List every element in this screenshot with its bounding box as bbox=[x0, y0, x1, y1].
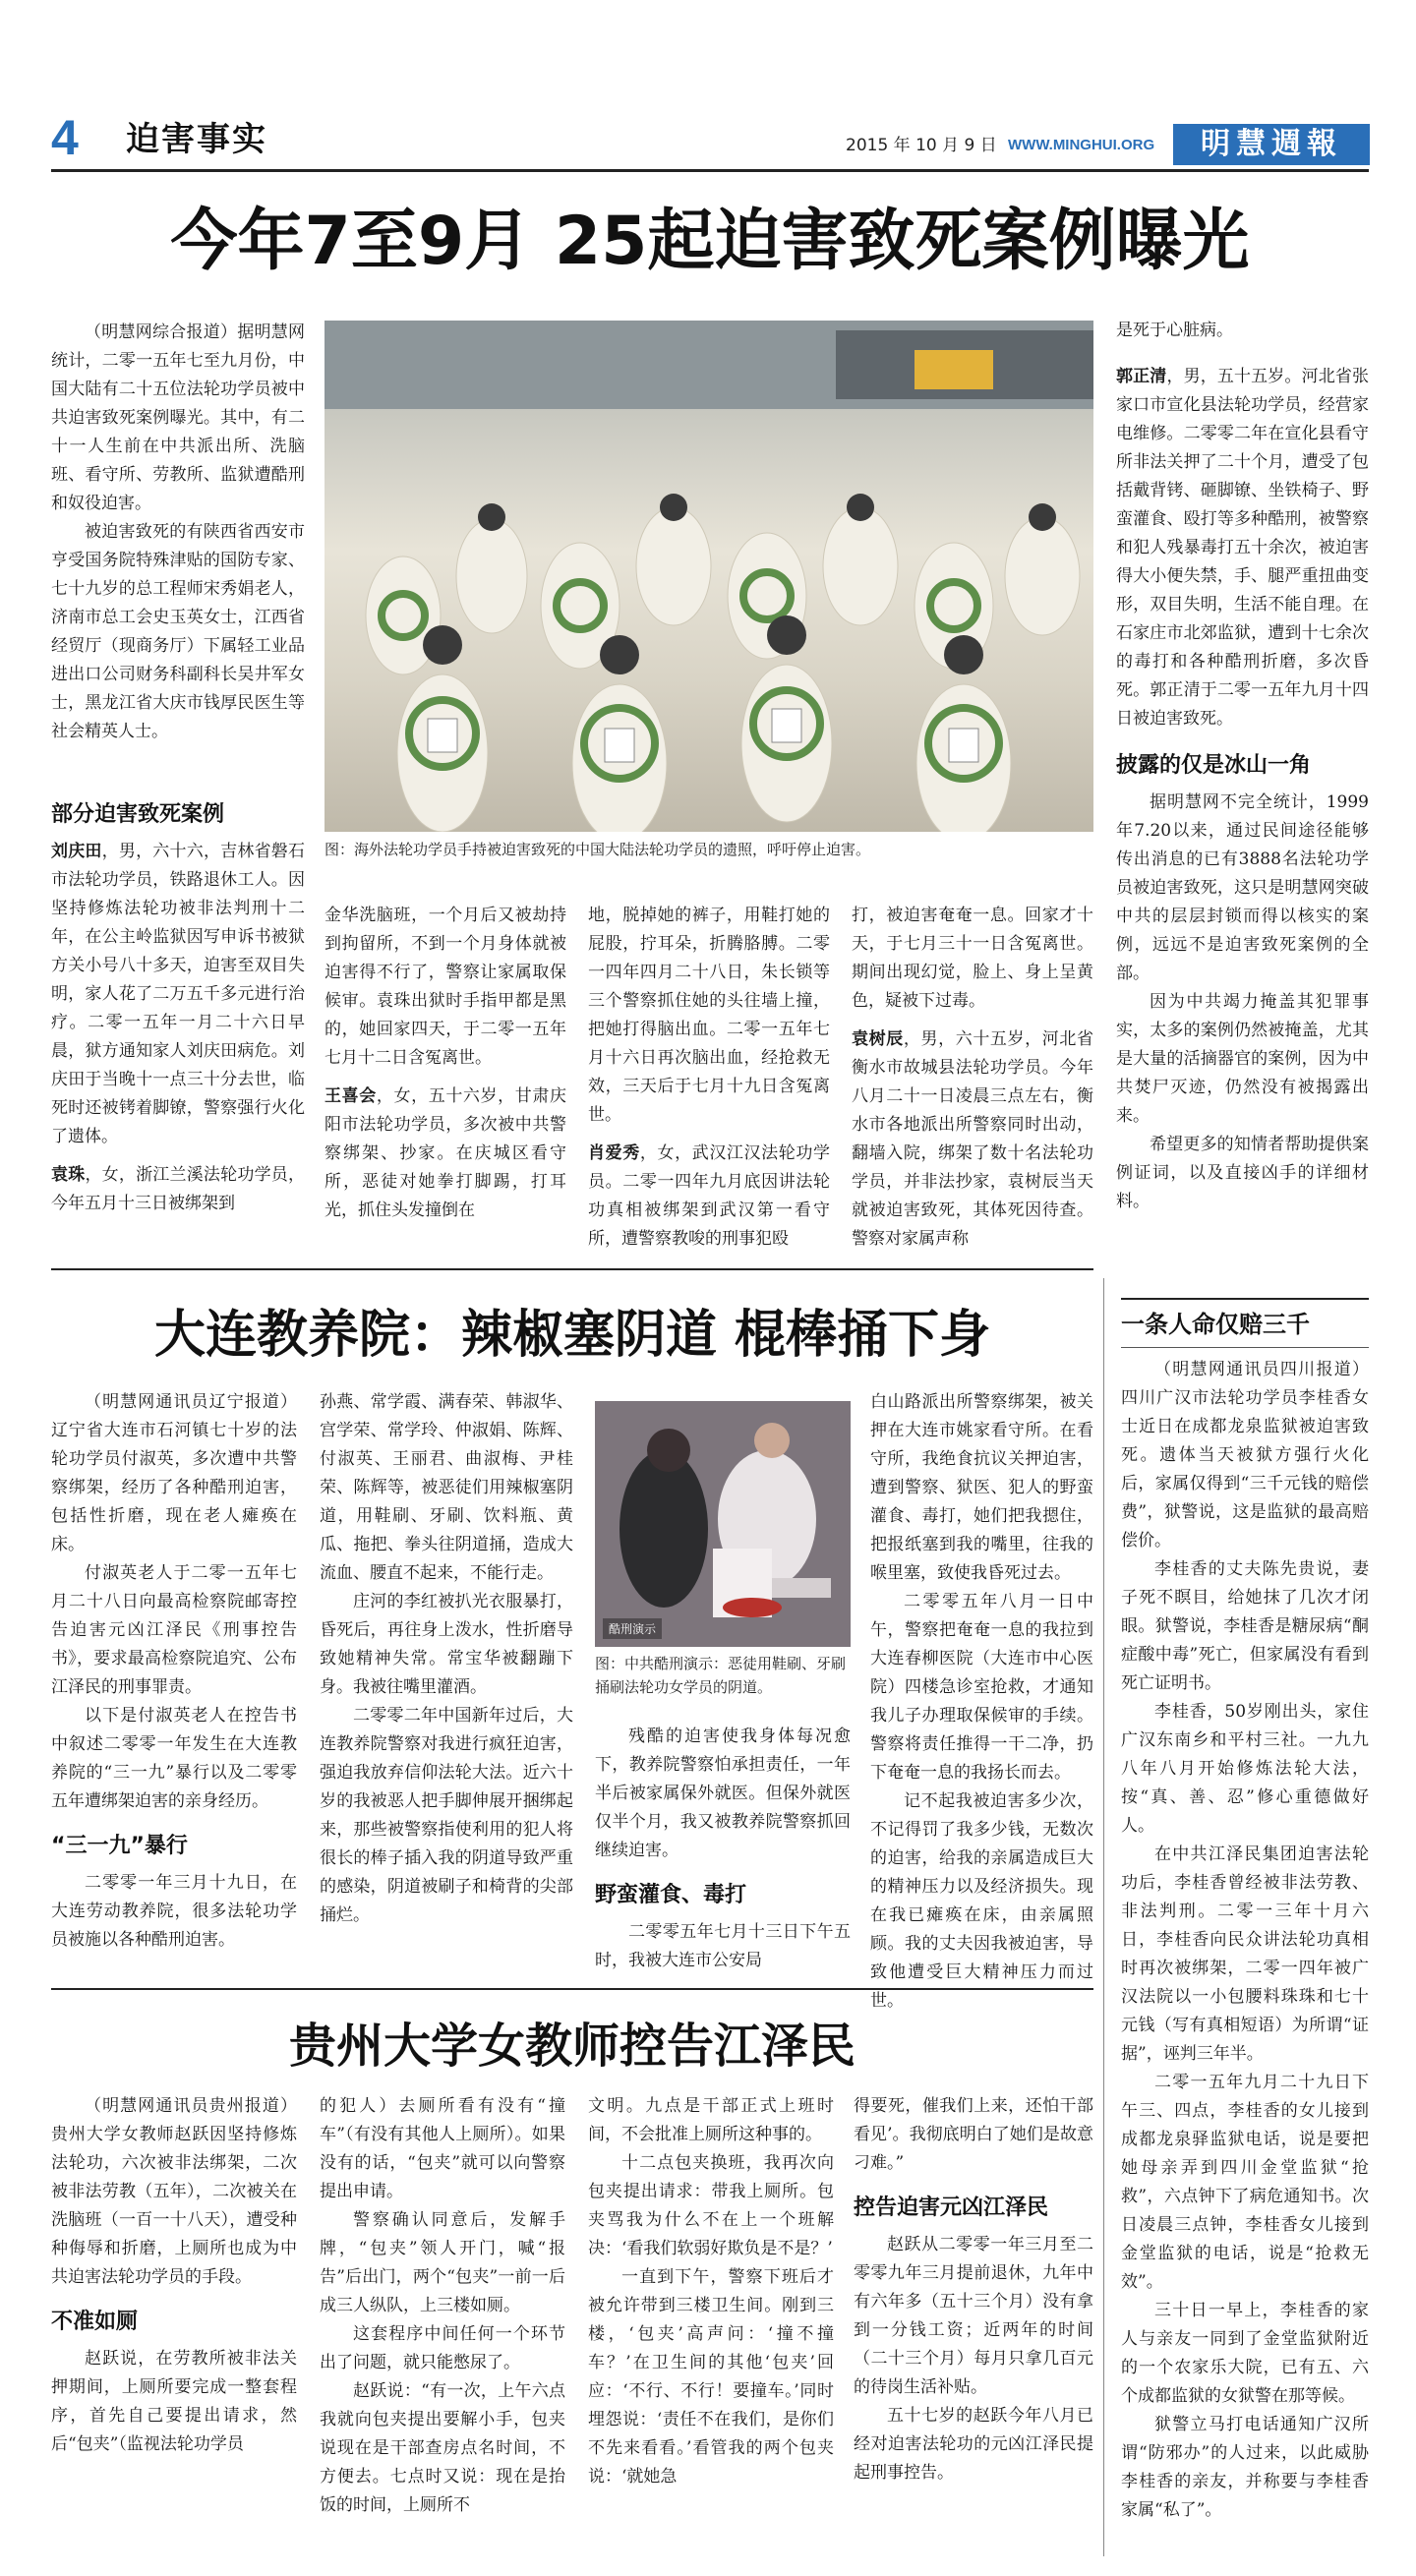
paragraph: 警察确认同意后，发解手牌，“包夹”领人开门，喊“报告”后出门，两个“包夹”一前一后成三人纵队，上三楼如厕。 bbox=[320, 2210, 565, 2315]
paragraph: （明慧网通讯员贵州报道）贵州大学女教师赵跃因坚持修炼法轮功，六次被非法绑架，二次被非法劳教（五年），二次被关在洗脑班（一百一十八天），遭受种种侮辱和折磨，上厕所也成为中共迫害法轮功学员的手段。 bbox=[51, 2096, 297, 2287]
article1-col2 bbox=[324, 902, 566, 1225]
paragraph: 二零一五年九月二十九日下午三、四点，李桂香的女儿接到成都龙泉驿监狱电话，说是要把她母亲弄到四川金堂监狱“抢救”，六点钟下了病危通知书。次日凌晨三点钟，李桂香女儿接到金堂监狱的电话，说是“抢救无效”。 bbox=[1121, 2073, 1369, 2292]
article3-col4 bbox=[854, 2092, 1093, 2488]
paragraph: 庄河的李红被扒光衣服暴打，昏死后，再往身上泼水，性折磨导致她精神失常。常宝华被翻蹦下身。我被往嘴里灌酒。 bbox=[320, 1592, 573, 1697]
sidebar-headline: 一条人命仅赔三千 bbox=[1121, 1311, 1310, 1338]
article1-col5 bbox=[1116, 317, 1369, 1216]
case-xiao bbox=[588, 1140, 830, 1254]
article2-col4 bbox=[870, 1388, 1093, 2016]
paragraph: 记不起我被迫害多少次，不记得罚了我多少钱，无数次的迫害，给我的亲属造成巨大的精神压力以及经济损失。现在我已瘫痪在床，由亲属照顾。我的丈夫因我被迫害，导致他遭受巨大精神压力而过世。 bbox=[870, 1791, 1093, 2011]
section-title: 迫害事实 bbox=[126, 120, 267, 159]
article2-col1 bbox=[51, 1388, 297, 1955]
article1-col4 bbox=[852, 902, 1093, 1254]
case-yuan bbox=[51, 1161, 305, 1218]
paragraph: （明慧网综合报道）据明慧网统计，二零一五年七至九月份，中国大陆有二十五位法轮功学员被中共迫害致死案例曝光。其中，有二十一人生前在中共派出所、洗脑班、看守所、劳教所、监狱遭酷刑和奴役迫害。 bbox=[51, 322, 305, 513]
paragraph: 二零零一年三月十九日，在大连劳动教养院，很多法轮功学员被施以各种酷刑迫害。 bbox=[51, 1873, 297, 1950]
person-name: 肖爱秀 bbox=[588, 1143, 640, 1163]
person-name: 刘庆田 bbox=[51, 842, 102, 861]
paragraph: 因为中共竭力掩盖其犯罪事实，太多的案例仍然被掩盖，尤其是大量的活摘器官的案例，因为中共焚尸灭迹，仍然没有被揭露出来。 bbox=[1116, 992, 1369, 1126]
article2-headline: 大连教养院：辣椒塞阴道 棍棒捅下身 bbox=[153, 1306, 991, 1365]
person-name: 郭正清 bbox=[1116, 367, 1167, 386]
sidebar-divider bbox=[1103, 1278, 1104, 2556]
case-wang bbox=[324, 1083, 566, 1225]
paragraph: 三十日一早上，李桂香的家人与亲友一同到了金堂监狱附近的一个农家乐大院，已有五、六个成都监狱的女狱警在那等候。 bbox=[1121, 2301, 1369, 2406]
subhead-partial-cases: 部分迫害致死案例 bbox=[51, 802, 225, 827]
subhead-force-feeding: 野蛮灌食、毒打 bbox=[595, 1883, 747, 1907]
case-yuanshu bbox=[852, 1025, 1093, 1254]
section-divider bbox=[51, 1988, 1093, 1990]
paragraph: 的犯人）去厕所看有没有“撞车”（有没有其他人上厕所）。如果没有的话，“包夹”就可以向警察提出申请。 bbox=[320, 2096, 565, 2201]
person-name: 袁珠 bbox=[51, 1165, 86, 1185]
paragraph: 据明慧网不完全统计，1999年7.20以来，通过民间途径能够传出消息的已有3888名法轮功学员被迫害致死，这只是明慧网突破中共的层层封锁而得以核实的案例，远远不是迫害致死案例的全部。 bbox=[1116, 792, 1369, 983]
paragraph: 赵跃说：“有一次，上午六点我就向包夹提出要解小手，包夹说现在是干部查房点名时间，不方便去。七点时又说：现在是抬饭的时间，上厕所不 bbox=[320, 2381, 565, 2515]
case-text: ，女，五十六岁，甘肃庆阳市法轮功学员，多次被中共警察绑架、抄家。在庆城区看守所，恶徒对她拳打脚踢，打耳光，抓住头发撞倒在 bbox=[324, 1086, 567, 1220]
paragraph: 得要死，催我们上来，还怕干部看见’。我彻底明白了她们是故意刁难。” bbox=[854, 2096, 1093, 2173]
paragraph: 是死于心脏病。 bbox=[1116, 321, 1233, 340]
paragraph: 地，脱掉她的裤子，用鞋打她的屁股，拧耳朵，折腾胳膊。二零一四年四月二十八日，朱长锁等三个警察抓住她的头往墙上撞，把她打得脑出血。二零一五年七月十六日再次脑出血，经抢救无效，三天后于七月十九日含冤离世。 bbox=[588, 906, 830, 1125]
subhead-lawsuit: 控告迫害元凶江泽民 bbox=[854, 2195, 1049, 2220]
case-text: ，男，五十五岁。河北省张家口市宣化县法轮功学员，经营家电维修。二零零二年在宣化县看守所非法关押了二十个月，遭受了包括戴背铐、砸脚镣、坐铁椅子、野蛮灌食、殴打等多种酷刑，被警察和犯人残暴毒打五十余次，被迫害得大小便失禁，手、腿严重扭曲变形，双目失明，生活不能自理。在石家庄市北郊监狱，遭到十七余次的毒打和各种酷刑折磨，多次昏死。郭正清于二零一五年九月十四日被迫害致死。 bbox=[1116, 367, 1370, 729]
paragraph: 五十七岁的赵跃今年八月已经对迫害法轮功的元凶江泽民提起刑事控告。 bbox=[854, 2406, 1093, 2483]
torture-reenactment-illustration bbox=[595, 1401, 851, 1647]
article1-headline: 今年7至9月 25起迫害致死案例曝光 bbox=[170, 203, 1250, 280]
sidebar-rule bbox=[1121, 1298, 1369, 1300]
person-name: 王喜会 bbox=[324, 1086, 377, 1106]
paragraph: 白山路派出所警察绑架，被关押在大连市姚家看守所。在看守所，我绝食抗议关押迫害，遭到警察、狱医、犯人的野蛮灌食、毒打，她们把我摁住，把报纸塞到我的嘴里，往我的喉里塞，致使我昏死过去。 bbox=[870, 1392, 1093, 1583]
paragraph: 一直到下午，警察下班后才被允许带到三楼卫生间。刚到三楼，‘包夹’高声问：‘撞不撞车？’在卫生间的其他‘包夹’回应：‘不行、不行！要撞车。’同时埋怨说：‘责任不在我们，是你们不先来看看。’看管我的两个包夹说：‘就她急 bbox=[588, 2267, 834, 2487]
website-link[interactable]: WWW.MINGHUI.ORG bbox=[1008, 137, 1155, 153]
case-text: ，女，武汉江汉法轮功学员。二零一四年九月底因讲法轮功真相被绑架到武汉第一看守所，遭警察教唆的刑事犯殴 bbox=[588, 1143, 831, 1249]
paragraph: 在中共江泽民集团迫害法轮功后，李桂香曾经被非法劳教、非法判刑。二零一三年十月六日，李桂香向民众讲法轮功真相时再次被绑架，二零一四年被广汉法院以一小包腰料珠珠和七十元钱（写有真相短语）为所谓“证据”，诬判三年半。 bbox=[1121, 1844, 1369, 2064]
paragraph: 以下是付淑英老人在控告书中叙述二零零一年发生在大连教养院的“三一九”暴行以及二零零五年遭绑架迫害的亲身经历。 bbox=[51, 1706, 297, 1811]
subhead-no-toilet: 不准如厕 bbox=[51, 2310, 139, 2334]
paragraph: 赵跃从二零零一年三月至二零零九年三月提前退休，九年中有六年多（五十三个月）没有拿到一分钱工资；近两年的时间（二十三个月）每月只拿几百元的待岗生活补贴。 bbox=[854, 2235, 1093, 2397]
paragraph: 二零零五年八月一日中午，警察把奄奄一息的我拉到大连春柳医院（大连市中心医院）四楼急诊室抢救，才通知我儿子办理取保候审的手续。警察将责任推得一干二净，扔下奄奄一息的我扬长而去。 bbox=[870, 1592, 1093, 1783]
article3-col3 bbox=[588, 2092, 834, 2491]
article3-col1 bbox=[51, 2092, 297, 2459]
paragraph: 金华洗脑班，一个月后又被劫持到拘留所，不到一个月身体就被迫害得不行了，警察让家属取保候审。袁珠出狱时手指甲都是黑的，她回家四天，于二零一五年七月十二日含冤离世。 bbox=[324, 906, 566, 1068]
case-text: ，男，六十六，吉林省磐石市法轮功学员，铁路退休工人。因坚持修炼法轮功被非法判刑十二年，在公主岭监狱因写申诉书被狱方关小号八十多天，迫害至双目失明，家人花了二万五千多元进行治疗。二零一五年一月二十六日早晨，狱方通知家人刘庆田病危。刘庆田于当晚十一点三十分去世，临死时还被铐着脚镣，警察强行火化了遗体。 bbox=[51, 842, 306, 1146]
paragraph: 文明。九点是干部正式上班时间，不会批准上厕所这种事的。 bbox=[588, 2096, 834, 2144]
parade-illustration bbox=[324, 321, 1093, 832]
paragraph: 付淑英老人于二零一五年七月二十八日向最高检察院邮寄控告迫害元凶江泽民《刑事控告书》，要求最高检察院追究、公布江泽民的刑事罪责。 bbox=[51, 1563, 297, 1697]
page-number: 4 bbox=[51, 110, 79, 165]
article2-photo bbox=[595, 1401, 851, 1647]
paragraph: 二零零五年七月十三日下午五时，我被大连市公安局 bbox=[595, 1922, 851, 1970]
issue-date: 2015 年 10 月 9 日 bbox=[846, 136, 997, 155]
case-text: ，女，浙江兰溪法轮功学员，今年五月十三日被绑架到 bbox=[51, 1165, 306, 1213]
sidebar-rule bbox=[1121, 1347, 1369, 1348]
section-divider bbox=[51, 1268, 1093, 1270]
paragraph: 残酷的迫害使我身体每况愈下，教养院警察怕承担责任，一年半后被家属保外就医。但保外就医仅半个月，我又被教养院警察抓回继续迫害。 bbox=[595, 1727, 851, 1860]
paragraph: （明慧网通讯员辽宁报道）辽宁省大连市石河镇七十岁的法轮功学员付淑英，多次遭中共警察绑架，经历了各种酷刑迫害，包括性折磨，现在老人瘫痪在床。 bbox=[51, 1392, 297, 1554]
photo-label: 酷刑演示 bbox=[603, 1618, 662, 1639]
paragraph: 李桂香的丈夫陈先贵说，妻子死不瞑目，给她抹了几次才闭眼。狱警说，李桂香是糖尿病“酮症酸中毒”死亡，但家属没有看到死亡证明书。 bbox=[1121, 1559, 1369, 1693]
case-text: ，男，六十五岁，河北省衡水市故城县法轮功学员。今年八月二十一日凌晨三点左右，衡水市各地派出所警察同时出动，翻墙入院，绑架了数十名法轮功学员，并非法抄家，袁树辰当天就被迫害致死，其体死因待查。警察对家属声称 bbox=[852, 1029, 1094, 1249]
header-rule bbox=[51, 169, 1369, 172]
article3-headline: 贵州大学女教师控告江泽民 bbox=[288, 2019, 856, 2074]
article1-intro bbox=[51, 319, 305, 746]
paragraph: 打，被迫害奄奄一息。回家才十天，于七月三十一日含冤离世。期间出现幻觉，脸上、身上呈黄色，疑被下过毒。 bbox=[852, 906, 1093, 1011]
paragraph: （明慧网通讯员四川报道）四川广汉市法轮功学员李桂香女士近日在成都龙泉监狱被迫害致死。遗体当天被狱方强行火化后，家属仅得到“三千元钱的赔偿费”，狱警说，这是监狱的最高赔偿价。 bbox=[1121, 1360, 1369, 1551]
article1-col1-cases bbox=[51, 789, 305, 1218]
article2-photo-caption: 图：中共酷刑演示：恶徒用鞋刷、牙刷捅刷法轮功女学员的阴道。 bbox=[595, 1655, 847, 1696]
sidebar-article bbox=[1121, 1298, 1369, 2525]
article1-col3 bbox=[588, 902, 830, 1254]
article3-col2 bbox=[320, 2092, 565, 2520]
masthead-logo: 明慧週報 bbox=[1173, 124, 1370, 165]
paragraph: 狱警立马打电话通知广汉所谓“防邪办”的人过来，以此威胁李桂香的亲友，并称要与李桂香家属“私了”。 bbox=[1121, 2415, 1369, 2520]
subhead-319: “三一九”暴行 bbox=[51, 1834, 188, 1858]
case-liu bbox=[51, 838, 305, 1151]
paragraph: 希望更多的知情者帮助提供案例证词，以及直接凶手的详细材料。 bbox=[1116, 1135, 1369, 1211]
paragraph: 孙燕、常学霞、满春荣、韩淑华、宫学荣、常学玲、仲淑娟、陈辉、付淑英、王丽君、曲淑梅、尹桂荣、陈辉等，被恶徒们用辣椒塞阴道，用鞋刷、牙刷、饮料瓶、黄瓜、拖把、拳头往阴道捅，造成大流血、腰直不起来，不能行走。 bbox=[320, 1392, 573, 1583]
paragraph: 这套程序中间任何一个环节出了问题，就只能憋尿了。 bbox=[320, 2324, 565, 2372]
paragraph: 李桂香，50岁刚出头，家住广汉东南乡和平村三社。一九九八年八月开始修炼法轮大法，按“真、善、忍”修心重德做好人。 bbox=[1121, 1702, 1369, 1836]
paragraph: 赵跃说，在劳教所被非法关押期间，上厕所要完成一整套程序，首先自己要提出请求，然后“包夹”（监视法轮功学员 bbox=[51, 2349, 297, 2454]
paragraph: 二零零二年中国新年过后，大连教养院警察对我进行疯狂迫害，强迫我放弃信仰法轮大法。近六十岁的我被恶人把手脚伸展开捆绑起来，那些被警察指使利用的犯人将很长的棒子插入我的阴道导致严重的感染，阴道被刷子和椅背的尖部捅烂。 bbox=[320, 1706, 573, 1925]
paragraph: 被迫害致死的有陕西省西安市亨受国务院特殊津贴的国防专家、七十九岁的总工程师宋秀娟老人，济南市总工会史玉英女士，江西省经贸厅（现商务厅）下属轻工业品进出口公司财务科副科长吴井军女士，黑龙江省大庆市钱厚民医生等社会精英人士。 bbox=[51, 522, 305, 741]
person-name: 袁树辰 bbox=[852, 1029, 904, 1049]
case-guo bbox=[1116, 363, 1369, 733]
article2-col3 bbox=[595, 1723, 851, 1975]
subhead-iceberg: 披露的仅是冰山一角 bbox=[1116, 753, 1312, 778]
paragraph: 十二点包夹换班，我再次向包夹提出请求：带我上厕所。包夹骂我为什么不在上一个班解决：‘看我们软弱好欺负是不是？’ bbox=[588, 2153, 834, 2258]
article2-col2 bbox=[320, 1388, 573, 1930]
article1-photo bbox=[324, 321, 1093, 832]
article1-photo-caption: 图：海外法轮功学员手持被迫害致死的中国大陆法轮功学员的遗照，呼吁停止迫害。 bbox=[324, 841, 871, 858]
